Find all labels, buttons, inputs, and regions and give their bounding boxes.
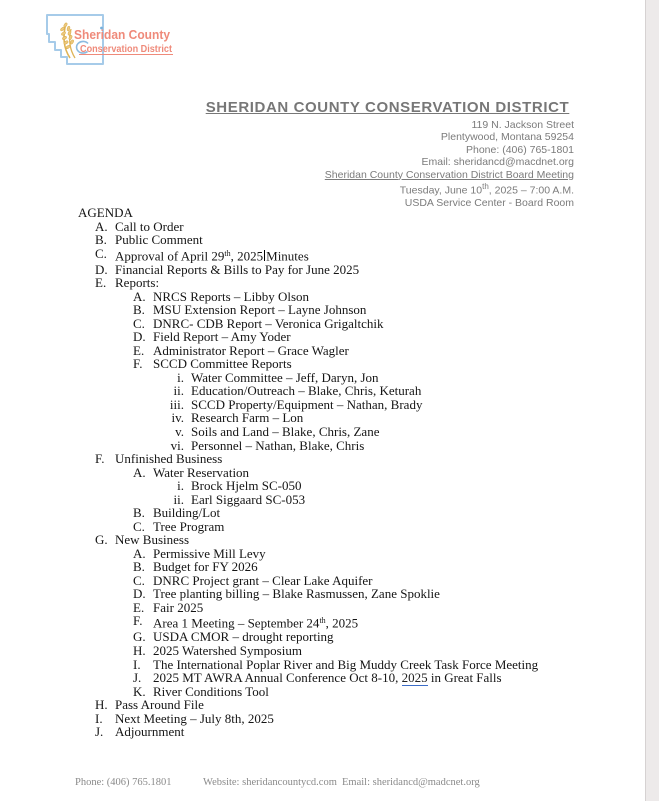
agenda-item-text xyxy=(115,533,189,547)
agenda-item-marker: iii. xyxy=(169,396,184,412)
text-segment: MSU Extension Report – Layne Johnson xyxy=(153,302,367,318)
text-segment: Minutes xyxy=(266,248,309,264)
agenda-item-marker: F. xyxy=(95,451,105,467)
agenda-item-marker: C. xyxy=(133,572,145,588)
agenda-item-text xyxy=(115,452,222,466)
logo-text-line2: Conservation District xyxy=(80,44,173,55)
text-segment: SCCD Committee Reports xyxy=(153,356,292,372)
agenda-item-text xyxy=(153,685,269,699)
agenda-item xyxy=(0,425,640,439)
agenda-item-text xyxy=(153,574,373,588)
text-segment: Adjournment xyxy=(115,724,185,740)
agenda-item-marker: v. xyxy=(175,424,184,439)
superscript: th xyxy=(224,248,231,258)
footer-phone: Phone: (406) 765.1801 xyxy=(75,777,172,788)
meeting-location: USDA Service Center - Board Room xyxy=(404,196,574,209)
agenda-item-text xyxy=(153,644,302,658)
text-segment: , 2025 xyxy=(325,615,359,631)
agenda-item-text xyxy=(191,371,379,385)
agenda-item-marker: H. xyxy=(133,643,146,658)
agenda-item xyxy=(0,317,640,331)
agenda-item-text xyxy=(191,411,303,425)
agenda-item-marker: F. xyxy=(133,613,143,629)
text-segment: Financial Reports & Bills to Pay for June 2025 xyxy=(115,261,360,277)
agenda-item-text xyxy=(191,439,364,453)
agenda-item-marker: ii. xyxy=(173,383,184,399)
logo-text-line1: Sheridan County xyxy=(74,28,171,42)
agenda-item xyxy=(0,330,640,344)
agenda-item-text xyxy=(153,547,266,561)
text-segment: USDA CMOR – drought reporting xyxy=(153,629,334,645)
agenda-item xyxy=(0,303,640,317)
agenda-item-marker: B. xyxy=(133,559,145,575)
agenda-item-text xyxy=(115,247,309,263)
text-segment: Approval of April 29 xyxy=(115,248,225,264)
agenda-item-marker: i. xyxy=(177,478,184,494)
agenda-item xyxy=(0,644,640,658)
text-segment: Soils and Land – Blake, Chris, Zane xyxy=(191,424,380,439)
agenda-item-marker: iv. xyxy=(171,410,184,426)
agenda-item-text xyxy=(153,671,502,685)
agenda-item-text xyxy=(153,520,224,534)
agenda-item-text xyxy=(191,398,422,412)
text-segment: Water Committee – Jeff, Daryn, Jon xyxy=(191,369,379,385)
header-block xyxy=(325,119,574,209)
agenda-item xyxy=(0,533,640,547)
agenda-item xyxy=(0,520,640,534)
agenda-item-text xyxy=(115,233,203,247)
text-segment: Call to Order xyxy=(115,218,184,234)
agenda-item-marker: ii. xyxy=(173,491,184,507)
agenda-item-marker: K. xyxy=(133,683,146,699)
address-line1: 119 N. Jackson Street xyxy=(471,119,574,131)
agenda-item xyxy=(0,547,640,561)
agenda-item xyxy=(0,247,640,263)
text-segment: Budget for FY 2026 xyxy=(153,559,258,575)
text-segment: Pass Around File xyxy=(115,697,204,713)
text-cursor xyxy=(264,250,265,261)
agenda-item-marker: A. xyxy=(133,464,146,480)
agenda-item xyxy=(0,263,640,277)
agenda-item xyxy=(0,276,640,290)
text-segment: Brock Hjelm SC-050 xyxy=(191,478,302,494)
agenda-item xyxy=(0,398,640,412)
agenda-item-marker: E. xyxy=(133,599,145,615)
header-email: Email: sheridancd@macdnet.org xyxy=(421,156,574,169)
agenda-item-text xyxy=(153,357,292,371)
agenda-item xyxy=(0,344,640,358)
agenda-item-marker: G. xyxy=(133,629,146,645)
agenda-item-text xyxy=(153,630,334,644)
header-phone: Phone: (406) 765-1801 xyxy=(466,143,574,156)
agenda-section xyxy=(0,206,640,739)
meeting-title: Sheridan County Conservation District Board Meeting xyxy=(324,168,574,181)
agenda-item-text xyxy=(153,614,358,630)
agenda-item-marker: D. xyxy=(133,586,146,602)
agenda-item xyxy=(0,493,640,507)
agenda-item-marker: B. xyxy=(133,302,145,318)
agenda-item-text xyxy=(115,698,204,712)
agenda-item xyxy=(0,587,640,601)
agenda-item xyxy=(0,233,640,247)
document-title: SHERIDAN COUNTY CONSERVATION DISTRICT xyxy=(205,99,570,116)
agenda-item-text xyxy=(153,344,349,358)
address-line2: Plentywood, Montana 59254 xyxy=(440,131,574,144)
agenda-item-marker: G. xyxy=(95,532,108,548)
agenda-item xyxy=(0,506,640,520)
agenda-item xyxy=(0,439,640,453)
text-segment: Administrator Report – Grace Wagler xyxy=(153,342,349,358)
wheat-icon xyxy=(60,22,75,58)
agenda-item-marker: C. xyxy=(95,245,107,261)
text-segment: Reports: xyxy=(115,275,160,291)
text-segment: in Great Falls xyxy=(427,670,502,686)
agenda-item-marker: A. xyxy=(95,218,108,234)
agenda-item xyxy=(0,452,640,466)
agenda-item-text xyxy=(153,303,366,317)
agenda-item-marker: J. xyxy=(133,670,142,686)
agenda-item-marker: A. xyxy=(133,545,146,561)
footer-email: Email: sheridancd@madcnet.org xyxy=(342,777,480,788)
agenda-item-text xyxy=(115,712,274,726)
agenda-item-text xyxy=(153,466,249,480)
text-segment: , 2025 xyxy=(230,248,264,264)
agenda-item xyxy=(0,712,640,726)
agenda-item xyxy=(0,371,640,385)
text-segment: Field Report – Amy Yoder xyxy=(153,329,291,345)
agenda-item xyxy=(0,698,640,712)
agenda-item xyxy=(0,466,640,480)
agenda-item-text xyxy=(191,425,379,439)
agenda-item-marker: I. xyxy=(133,656,141,672)
text-segment: Education/Outreach – Blake, Chris, Keturah xyxy=(191,383,422,399)
agenda-item-marker: E. xyxy=(133,342,145,358)
text-segment: Tree Program xyxy=(153,518,225,534)
agenda-item-marker: I. xyxy=(95,710,103,726)
agenda-item-text xyxy=(115,263,359,277)
agenda-heading: AGENDA xyxy=(78,205,133,220)
agenda-item-marker: vi. xyxy=(170,437,184,453)
text-segment: Unfinished Business xyxy=(115,451,223,467)
agenda-item xyxy=(0,411,640,425)
text-segment: DNRC Project grant – Clear Lake Aquifer xyxy=(153,572,373,588)
text-segment: Next Meeting – July 8th, 2025 xyxy=(115,710,274,726)
agenda-item-text xyxy=(153,290,309,304)
agenda-item-text xyxy=(191,384,421,398)
agenda-item-text xyxy=(153,317,383,331)
text-segment: Fair 2025 xyxy=(153,599,204,615)
footer-website: Website: sheridancountycd.com xyxy=(203,777,337,788)
text-segment: Tree planting billing – Blake Rasmussen, Zane Spoklie xyxy=(153,586,440,602)
text-segment: 2025 MT AWRA Annual Conference Oct 8-10, xyxy=(153,670,402,686)
agenda-item xyxy=(0,574,640,588)
agenda-item-marker: D. xyxy=(95,261,108,277)
agenda-item-text xyxy=(115,725,184,739)
agenda-item-marker: H. xyxy=(95,697,108,713)
agenda-item xyxy=(0,630,640,644)
text-segment: SCCD Property/Equipment – Nathan, Brady xyxy=(191,396,423,412)
text-segment: Personnel – Nathan, Blake, Chris xyxy=(191,437,365,453)
text-segment: DNRC- CDB Report – Veronica Grigaltchik xyxy=(153,315,384,331)
text-segment: New Business xyxy=(115,532,190,548)
text-segment: Public Comment xyxy=(115,232,203,248)
text-segment: Building/Lot xyxy=(153,505,221,521)
agenda-item-marker: A. xyxy=(133,288,146,304)
text-segment: Research Farm – Lon xyxy=(191,410,304,426)
agenda-item xyxy=(0,614,640,630)
text-segment: 2025 Watershed Symposium xyxy=(153,643,302,658)
agenda-item xyxy=(0,685,640,699)
text-segment: Water Reservation xyxy=(153,464,250,480)
agenda-item-marker: B. xyxy=(95,232,107,248)
agenda-item xyxy=(0,658,640,672)
tracked-insert-link[interactable]: 2025 xyxy=(401,670,428,686)
text-segment: Permissive Mill Levy xyxy=(153,545,266,561)
agenda-item-text xyxy=(153,506,220,520)
agenda-item xyxy=(0,725,640,739)
text-segment: River Conditions Tool xyxy=(153,683,269,699)
text-segment: , 2025 – 7:00 A.M. xyxy=(488,184,574,197)
sccd-logo xyxy=(44,12,179,70)
agenda-item xyxy=(0,220,640,234)
agenda-item-marker: B. xyxy=(133,505,145,521)
agenda-item xyxy=(0,357,640,371)
agenda-item-text xyxy=(153,587,440,601)
agenda-item xyxy=(0,560,640,574)
agenda-item xyxy=(0,671,640,685)
agenda-item-marker: E. xyxy=(95,275,107,291)
agenda-item-text xyxy=(115,220,184,234)
vertical-scrollbar[interactable] xyxy=(645,0,659,801)
agenda-item-text xyxy=(153,330,291,344)
agenda-item-text xyxy=(153,601,203,615)
superscript: th xyxy=(319,616,326,626)
text-segment: Tuesday, June 10 xyxy=(399,184,483,197)
text-segment: Area 1 Meeting – September 24 xyxy=(153,615,320,631)
agenda-item xyxy=(0,290,640,304)
agenda-item-marker: i. xyxy=(177,369,184,385)
text-segment: The International Poplar River and Big Muddy Creek Task Force Meeting xyxy=(153,656,539,672)
agenda-item-marker: F. xyxy=(133,356,143,372)
agenda-item-text xyxy=(115,276,159,290)
agenda-item-marker: J. xyxy=(95,724,104,740)
agenda-item-text xyxy=(153,658,538,672)
superscript: th xyxy=(482,182,489,192)
agenda-item xyxy=(0,479,640,493)
agenda-item-marker: C. xyxy=(133,518,145,534)
agenda-item xyxy=(0,384,640,398)
agenda-item-text xyxy=(191,493,305,507)
meeting-datetime xyxy=(325,181,574,197)
text-segment: Earl Siggaard SC-053 xyxy=(191,491,306,507)
agenda-list xyxy=(0,220,640,739)
agenda-item xyxy=(0,601,640,615)
agenda-item-text xyxy=(153,560,258,574)
agenda-item-marker: C. xyxy=(133,315,145,331)
agenda-item-marker: D. xyxy=(133,329,146,345)
text-segment: NRCS Reports – Libby Olson xyxy=(153,288,310,304)
agenda-item-text xyxy=(191,479,302,493)
